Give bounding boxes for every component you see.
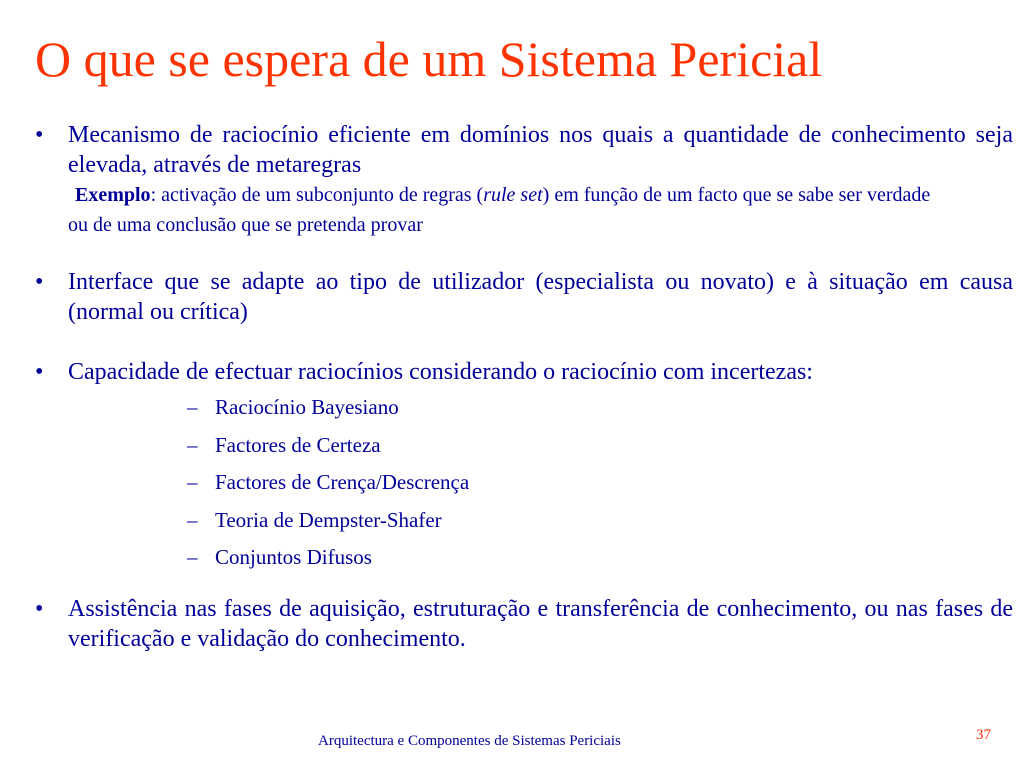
sub-item [187,502,1013,540]
sub-item-text: Factores de Certeza [215,432,381,457]
bullet-item [35,267,1013,327]
sub-item-text: Factores de Crença/Descrença [215,470,470,494]
dash-marker: – [187,432,198,457]
example-label: Exemplo [75,184,151,206]
slide-title: O que se espera de um Sistema Pericial [35,31,823,87]
bullet-marker: • [35,122,44,148]
slide-content [35,120,1013,654]
sub-item-text: Raciocínio Bayesiano [215,395,399,419]
bullet-item [35,120,1013,180]
sub-item [187,389,1013,427]
slide-footer: Arquitectura e Componentes de Sistemas Periciais [318,733,621,749]
dash-marker: – [187,507,198,532]
sub-item-text: Conjuntos Difusos [215,545,372,569]
dash-marker: – [187,470,198,494]
dash-marker: – [187,395,198,419]
sub-item [187,464,1013,502]
sub-item-text: Teoria de Dempster-Shafer [215,507,442,532]
bullet-marker: • [35,595,44,622]
example-note [68,180,953,240]
bullet-marker: • [35,359,44,385]
sub-item [187,427,1013,465]
bullet-item [35,594,1013,654]
bullet-text: Interface que se adapte ao tipo de utilizador (especialista ou novato) e à situação em causa (normal ou crítica) [68,269,1013,325]
bullet-text: Capacidade de efectuar raciocínios considerando o raciocínio com incertezas: [68,359,813,385]
dash-marker: – [187,545,198,569]
example-text-after: ) em função de um facto que se sabe ser verdade ou de uma conclusão que se pretenda provar [68,184,931,236]
sub-item [187,539,1013,577]
example-italic-term: rule set [483,184,543,206]
bullet-marker: • [35,269,44,295]
example-text-before: : activação de um subconjunto de regras ( [150,184,484,206]
sub-list [35,389,1013,577]
bullet-text: Assistência nas fases de aquisição, estruturação e transferência de conhecimento, ou nas fases de verificação e validação do conhecimento. [68,595,1013,652]
bullet-item [35,357,1013,387]
page-number: 37 [976,727,991,743]
bullet-text: Mecanismo de raciocínio eficiente em domínios nos quais a quantidade de conhecimento seja elevada, através de metaregras [68,122,1013,178]
